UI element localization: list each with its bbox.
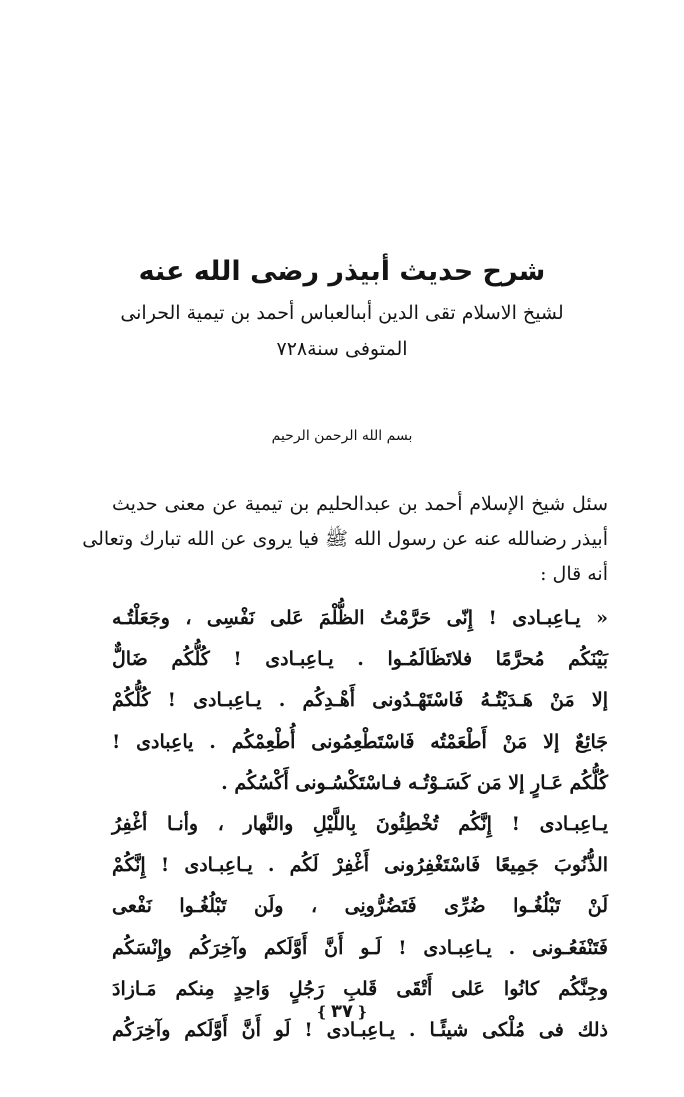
hadith-line: بَيْنَكُم مُحرَّمًا فلاتَظَالَمُـوا . يـاعِبـادى ! كُلُّكُم ضَالٌّ (112, 648, 608, 671)
subtitle-line: المتوفى سنة٧٢٨ (276, 338, 408, 360)
hadith-line: جَائِعٌ إلا مَنْ أَطْعَمْتُه فَاسْتَطْعِمُونى أُطْعِمْكُم . ياعِبادى ! (112, 730, 608, 753)
hadith-line: الذُّنُوبَ جَمِيعًا فَاسْتَغْفِرُونى أَغْفِرْ لَكُم . يـاعِبـادى ! إِنَّكُمْ (112, 854, 608, 877)
hadith-line: « يـاعِبـادى ! إِنّى حَرَّمْتُ الظُّلْمَ عَلى نَفْسِى ، وجَعَلْتُـه (112, 607, 608, 629)
hadith-line: وجِنَّكُم كانُوا عَلى أَتْقَى قَلبِ رَجُلٍ وَاحِدٍ مِنكم مَـازادَ (112, 977, 608, 1000)
intro-line: أنه قال : (540, 563, 608, 585)
hadith-line: يـاعِبـادى ! إِنَّكُم تُخْطِئُونَ بِاللَّيْلِ والنَّهار ، وأنـا أغْفِرُ (112, 813, 608, 836)
subtitle-line: لشيخ الاسلام تقى الدين أبىالعباس أحمد بن تيمية الحرانى (120, 302, 564, 324)
document-title: شرح حديث أبيذر رضى الله عنه (138, 256, 546, 287)
hadith-line: ذلك فى مُلْكى شيئًـا . يـاعِبـادى ! لَو أَنَّ أَوَّلَكم وآخِرَكُم (112, 1019, 608, 1042)
hadith-line: كُلُّكُم عَـارٍ إلا مَن كَسَـوْتُـه فـاسْتَكْسُـونى أَكْسُكُم . (221, 771, 608, 794)
hadith-text (112, 598, 608, 1051)
basmala: بسم الله الرحمن الرحيم (271, 428, 413, 444)
hadith-line: إلا مَنْ هَـدَيْتُـهُ فَاسْتَهْـدُونى أَهْـدِكُم . يـاعِبـادى ! كُلُّكُمْ (112, 689, 608, 712)
ornament-left-icon: ❵ (315, 1003, 328, 1021)
hadith-line: لَنْ تَبْلُغُـوا ضُرِّى فَتَضُرُّونِى ، ولَن تَبْلُغُـوا نَفْعى (112, 895, 608, 918)
page-number (0, 998, 684, 1026)
intro-line: أبيذر رضىالله عنه عن رسول الله ﷺ فيا يروى عن الله تبارك وتعالى (82, 528, 608, 550)
intro-line: سئل شيخ الإسلام أحمد بن عبدالحليم بن تيمية عن معنى حديث (112, 493, 608, 515)
ornament-right-icon: ❴ (355, 1003, 369, 1021)
intro-paragraph (82, 487, 608, 592)
page-number-value: ٣٧ (331, 1001, 353, 1022)
document-subtitle (80, 295, 604, 367)
hadith-line: فَتَنْفَعُـونى . يـاعِبـادى ! لَـو أَنَّ أَوَّلَكم وآخِرَكُم وإِنْسَكُم (112, 936, 608, 959)
